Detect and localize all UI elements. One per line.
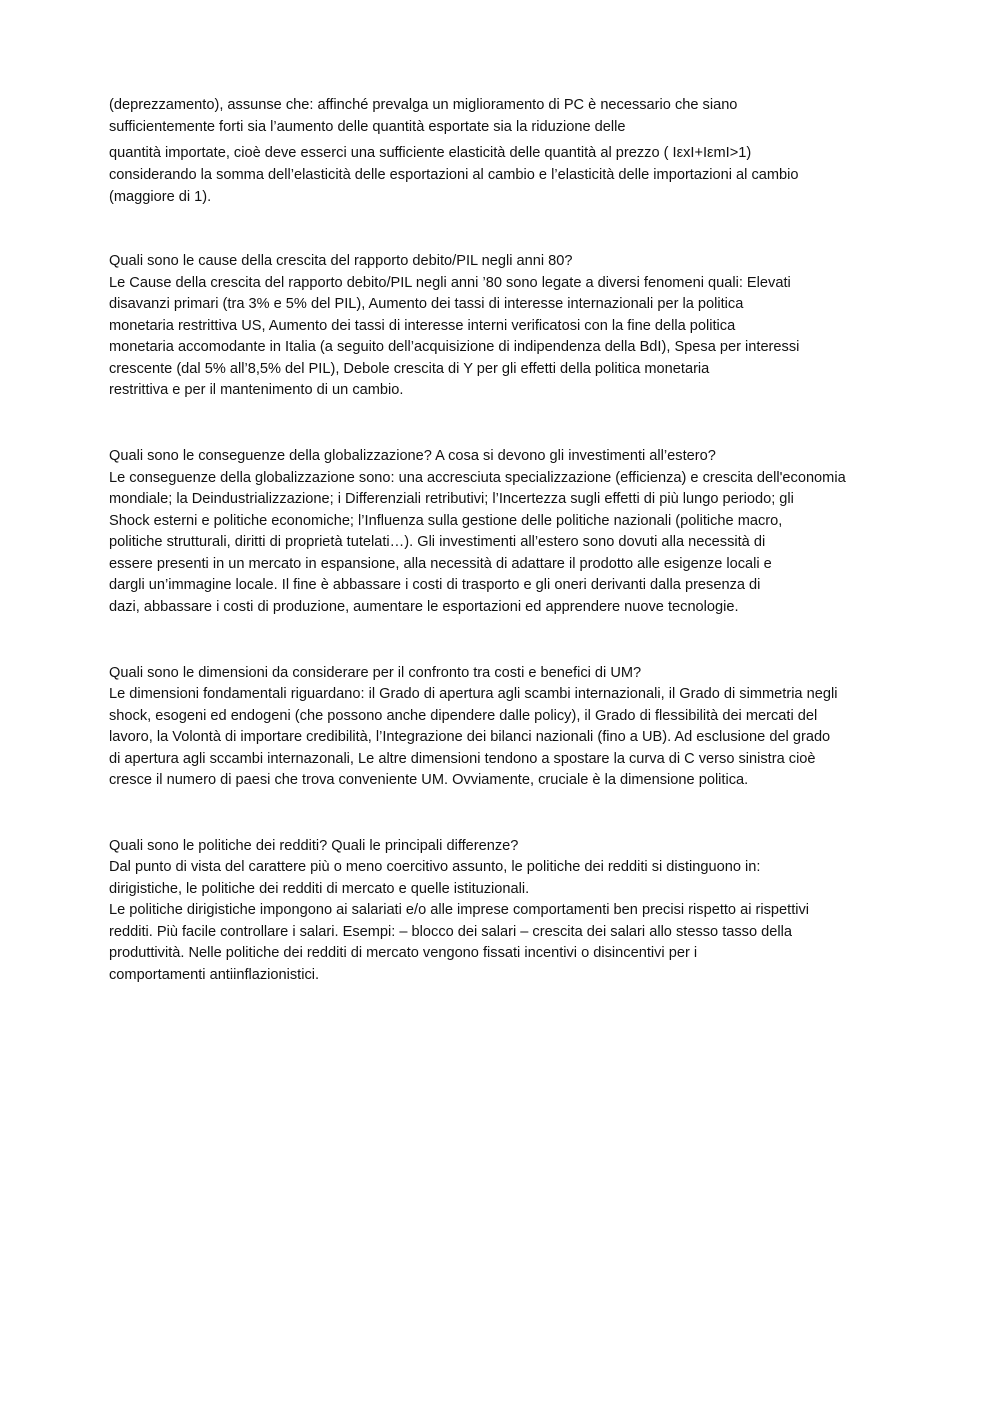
paragraph-line: considerando la somma dell’elasticità delle esportazioni al cambio e l’elasticità delle importazioni al cambio bbox=[109, 167, 799, 183]
paragraph-line: crescente (dal 5% all’8,5% del PIL), Debole crescita di Y per gli effetti della politica monetaria bbox=[109, 361, 710, 377]
paragraph-line: di apertura agli sccambi internazonali, Le altre dimensioni tendono a spostare la curva di C verso sinistra cioè bbox=[109, 751, 816, 767]
paragraph-line: monetaria restrittiva US, Aumento dei tassi di interesse interni verificatosi con la fine della politica bbox=[109, 318, 736, 334]
question-heading: Quali sono le politiche dei redditi? Quali le principali differenze? bbox=[109, 838, 519, 854]
question-heading: Quali sono le cause della crescita del rapporto debito/PIL negli anni 80? bbox=[109, 253, 573, 269]
paragraph-line: redditi. Più facile controllare i salari. Esempi: – blocco dei salari – crescita dei salari allo stesso tasso della bbox=[109, 924, 792, 940]
paragraph-line: cresce il numero di paesi che trova conveniente UM. Ovviamente, cruciale è la dimensione politica. bbox=[109, 772, 749, 788]
paragraph-line: Le dimensioni fondamentali riguardano: il Grado di apertura agli scambi internazionali, il Grado di simmetria negli bbox=[109, 686, 838, 702]
paragraph-line: mondiale; la Deindustrializzazione; i Differenziali retributivi; l’Incertezza sugli effetti di più lungo periodo; gli bbox=[109, 491, 794, 507]
paragraph-line: produttività. Nelle politiche dei redditi di mercato vengono fissati incentivi o disincentivi per i bbox=[109, 945, 698, 961]
paragraph-line: disavanzi primari (tra 3% e 5% del PIL), Aumento dei tassi di interesse internazionali per la politica bbox=[109, 296, 744, 312]
paragraph-line: Le politiche dirigistiche impongono ai salariati e/o alle imprese comportamenti ben precisi rispetto ai rispettivi bbox=[109, 902, 810, 918]
paragraph-line: Le conseguenze della globalizzazione sono: una accresciuta specializzazione (efficienza) e crescita dell'economia bbox=[109, 470, 846, 486]
paragraph-line: quantità importate, cioè deve esserci una sufficiente elasticità delle quantità al prezzo ( IεxI+IεmI>1) bbox=[109, 145, 752, 161]
paragraph-line: Dal punto di vista del carattere più o meno coercitivo assunto, le politiche dei redditi si distinguono in: bbox=[109, 859, 761, 875]
paragraph-line: monetaria accomodante in Italia (a seguito dell’acquisizione di indipendenza della BdI), Spesa per interessi bbox=[109, 339, 800, 355]
paragraph-line: Le Cause della crescita del rapporto debito/PIL negli anni ’80 sono legate a diversi fenomeni quali: Elevati bbox=[109, 275, 791, 291]
paragraph-line: politiche strutturali, diritti di proprietà tutelati…). Gli investimenti all’estero sono dovuti alla necessità di bbox=[109, 534, 766, 550]
paragraph-line: restrittiva e per il mantenimento di un cambio. bbox=[109, 382, 404, 398]
paragraph-line: dazi, abbassare i costi di produzione, aumentare le esportazioni ed apprendere nuove tecnologie. bbox=[109, 599, 739, 615]
paragraph-line: comportamenti antiinflazionistici. bbox=[109, 967, 320, 983]
paragraph-line: (deprezzamento), assunse che: affinché prevalga un miglioramento di PC è necessario che siano bbox=[109, 97, 738, 113]
paragraph-line: dargli un’immagine locale. Il fine è abbassare i costi di trasporto e gli oneri derivanti dalla presenza di bbox=[109, 577, 761, 593]
paragraph-line: Shock esterni e politiche economiche; l’Influenza sulla gestione delle politiche nazionali (politiche macro, bbox=[109, 513, 783, 529]
paragraph-line: sufficientemente forti sia l’aumento delle quantità esportate sia la riduzione delle bbox=[109, 119, 626, 135]
paragraph-line: essere presenti in un mercato in espansione, alla necessità di adattare il prodotto alle esigenze locali e bbox=[109, 556, 772, 572]
paragraph-line: lavoro, la Volontà di importare credibilità, l’Integrazione dei bilanci nazionali (fino a UB). Ad esclusione del grado bbox=[109, 729, 831, 745]
paragraph-line: (maggiore di 1). bbox=[109, 189, 212, 205]
question-heading: Quali sono le dimensioni da considerare per il confronto tra costi e benefici di UM? bbox=[109, 665, 642, 681]
paragraph-line: dirigistiche, le politiche dei redditi di mercato e quelle istituzionali. bbox=[109, 881, 530, 897]
paragraph-line: shock, esogeni ed endogeni (che possono anche dipendere dalle policy), il Grado di flessibilità dei mercati del bbox=[109, 708, 818, 724]
question-heading: Quali sono le conseguenze della globalizzazione? A cosa si devono gli investimenti all’estero? bbox=[109, 448, 716, 464]
